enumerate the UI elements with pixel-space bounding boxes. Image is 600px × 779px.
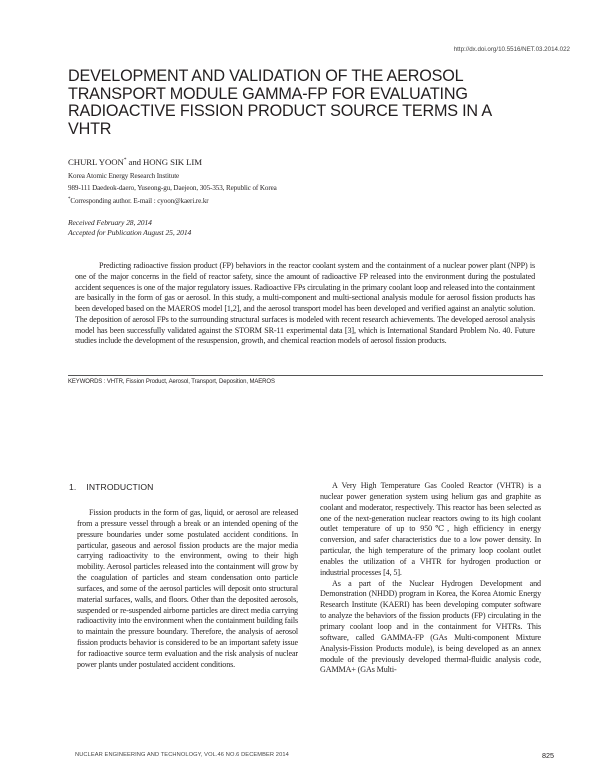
keywords: KEYWORDS : VHTR, Fission Product, Aerosol, Transport, Deposition, MAEROS bbox=[68, 379, 275, 385]
page-number: 825 bbox=[542, 751, 554, 760]
body-column-left bbox=[77, 508, 298, 671]
affiliation-institute: Korea Atomic Energy Research Institute bbox=[68, 172, 180, 180]
title-line: DEVELOPMENT AND VALIDATION OF THE AEROSOL bbox=[68, 67, 464, 85]
section-number: 1. bbox=[69, 482, 77, 492]
paragraph: As a part of the Nuclear Hydrogen Development and Demonstration (NHDD) program in Korea, the Korea Atomic Energy Research Institute (KAERI) has been developing computer software to analyze the behaviors of the fission products (FP) circulating in the primary coolant loop and in the containment for VHTRs. This software, called GAMMA-FP (GAs Multi-component Mixture Analysis-Fission Products module), is being developed as an annex module of the previously developed thermal-fluidic analysis code, GAMMA+ (GAs Multi- bbox=[320, 578, 541, 675]
corresponding-author bbox=[68, 195, 209, 206]
journal-footer: NUCLEAR ENGINEERING AND TECHNOLOGY, VOL.46 NO.6 DECEMBER 2014 bbox=[75, 752, 289, 758]
abstract bbox=[75, 261, 535, 347]
paper-title bbox=[68, 68, 538, 138]
title-line: VHTR bbox=[68, 119, 112, 138]
affiliation-address: 989-111 Daedeok-daero, Yuseong-gu, Daejeon, 305-353, Republic of Korea bbox=[68, 184, 277, 192]
title-line: RADIOACTIVE FISSION PRODUCT SOURCE TERMS IN A bbox=[68, 102, 492, 120]
section-title: INTRODUCTION bbox=[86, 482, 154, 492]
corresponding-email: Corresponding author. E-mail : cyoon@kaeri.re.kr bbox=[70, 197, 209, 205]
doi-link[interactable]: http://dx.doi.org/10.5516/NET.03.2014.022 bbox=[453, 46, 570, 53]
received-date: Received February 28, 2014 bbox=[68, 218, 152, 227]
abstract-text: Predicting radioactive fission product (FP) behaviors in the reactor coolant system and the containment of a nuclear power plant (NPP) is one of the major concerns in the field of reactor safety, since the amount of radioactive FP released into the environment during the postulated accident sequences is one of the major regulatory issues. Radioactive FPs circulating in the primary coolant loop and released into the containment are basically in the form of gas or aerosol. In this study, a multi-component and multi-sectional analysis module for aerosol fission products has been developed based on the MAEROS model [1,2], and the aerosol transport model has been developed and verified against an analytic solution. The deposition of aerosol FPs to the surrounding structural surfaces is modeled with recent research achievements. The developed aerosol analysis model has been successfully validated against the STORM SR-11 experimental data [3], which is International Standard Problem No. 40. Future studies include the development of the resuspension, growth, and chemical reaction models of aerosol fission products. bbox=[75, 261, 535, 346]
corresponding-mark: * bbox=[123, 157, 127, 164]
paragraph: A Very High Temperature Gas Cooled Reactor (VHTR) is a nuclear power generation system using helium gas and graphite as coolant and moderator, respectively. This reactor has been selected as one of the next-generation nuclear reactors owing to its high coolant outlet temperature of up to 950℃, high efficiency in energy conversion, and safer characteristics due to a low power density. In particular, the high temperature of the primary loop coolant outlet enables the utilization of a VHTR for hydrogen production or industrial processes [4, 5]. bbox=[320, 481, 541, 577]
divider bbox=[68, 375, 543, 376]
author-list bbox=[68, 157, 202, 167]
section-heading bbox=[69, 482, 153, 492]
accepted-date: Accepted for Publication August 25, 2014 bbox=[68, 228, 192, 237]
title-line: TRANSPORT MODULE GAMMA-FP FOR EVALUATING bbox=[68, 84, 468, 103]
author-name: CHURL YOON bbox=[68, 157, 124, 167]
body-column-right bbox=[320, 481, 541, 676]
paragraph: Fission products in the form of gas, liquid, or aerosol are released from a pressure vessel through a break or an intended opening of the pressure boundaries under some postulated accident conditions. In particular, gaseous and aerosol fission products are the major media carrying radioactivity to the environment, owing to their high mobility. Aerosol particles released into the containment will grow by the coagulation of particles and steam condensation onto particle surfaces, and some of the aerosol particles will deposit onto structural material surfaces, walls, and floors. Other than the deposited aerosols, suspended or re-suspended airborne particles are direct media carrying radioactivity into the environment when the containment building fails to maintain the pressure boundary. Therefore, the analysis of aerosol fission products behavior is considered to be an important safety issue for radioactive source term evaluation and the risk analysis of nuclear power plants under postulated accident conditions. bbox=[77, 508, 298, 669]
author-name: and HONG SIK LIM bbox=[126, 157, 202, 167]
corresponding-mark: * bbox=[68, 197, 71, 202]
